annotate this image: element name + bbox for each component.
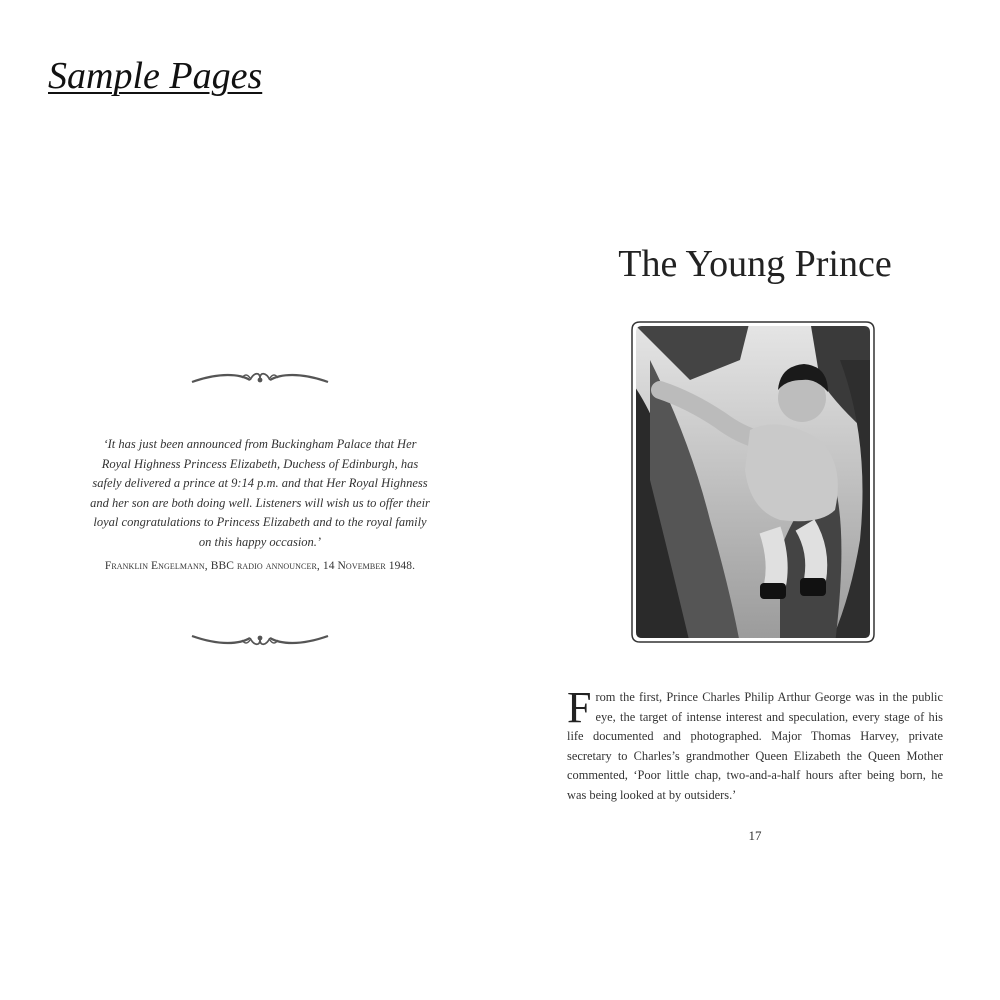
quote-text: ‘It has just been announced from Buckingham Palace that Her Royal Highness Princess Elizabeth, Duchess of Edinburgh, has safely delivered a prince at 9:14 p.m. and that Her Royal Highness and her son are both doing well. Listeners will wish us to offer their loyal congratulations to Princess Elizabeth and to the royal family on this happy occasion.’ bbox=[90, 437, 430, 549]
quote-attribution: Franklin Engelmann, BBC radio announcer, 14 November 1948. bbox=[104, 560, 416, 572]
sample-pages-heading: Sample Pages bbox=[48, 55, 263, 97]
body-text: rom the first, Prince Charles Philip Arthur George was in the public eye, the target of intense interest and speculation, every stage of his life documented and photographed. Major Thomas Harvey, private secretary to Charles’s grandmother Queen Elizabeth the Queen Mother commented, ‘Poor little chap, two-and-a-half hours after being born, he was being looked at by outsiders.’ bbox=[567, 690, 943, 802]
left-page bbox=[80, 360, 440, 650]
ornament-bottom-icon bbox=[190, 628, 330, 650]
ornament-top-icon bbox=[190, 368, 330, 390]
drop-cap: F bbox=[567, 683, 592, 732]
chapter-photo bbox=[630, 320, 876, 644]
photo-image bbox=[630, 320, 876, 644]
page-number: 17 bbox=[748, 828, 762, 843]
chapter-body-paragraph bbox=[567, 683, 943, 805]
chapter-title: The Young Prince bbox=[618, 243, 892, 285]
